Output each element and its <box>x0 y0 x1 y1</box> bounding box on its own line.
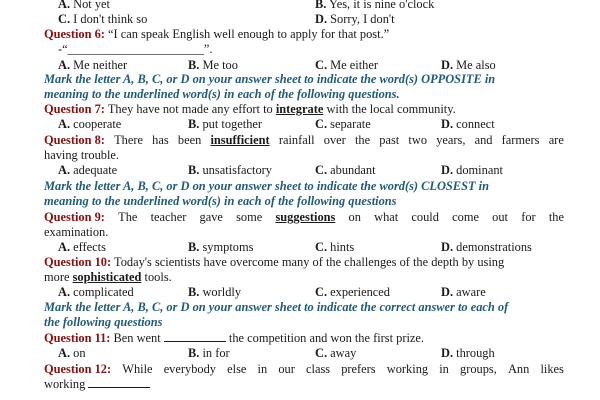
question-12-line1: Question 12: While everybody else in our class prefers working in groups, Ann likes <box>44 362 564 376</box>
question-10-line2: more sophisticated tools. <box>44 270 172 284</box>
question-11: Question 11: Ben went the competition and won the first prize. <box>44 331 425 345</box>
question-7-label: Question 7: <box>44 102 105 116</box>
question-10-label: Question 10: <box>44 255 112 269</box>
question-9-line1: Question 9: The teacher gave some suggestions on what could come out for the <box>44 210 564 224</box>
question-10-line1: Question 10: Today's scientists have overcome many of the challenges of the depth by using <box>44 255 505 269</box>
instruction-opposite-line2: meaning to the underlined word(s) in each of the following questions. <box>44 87 400 101</box>
top-option-d: D. Sorry, I don't <box>315 12 395 26</box>
top-option-c: C. I don't think so <box>58 12 148 26</box>
q7-option-b: B. put together <box>188 117 263 131</box>
instruction-correct-line1: Mark the letter A, B, C, or D on your answer sheet to indicate the correct answer to each of <box>44 300 509 314</box>
instruction-correct-line2: the following questions <box>44 315 163 329</box>
instruction-closest-line1: Mark the letter A, B, C, or D on your answer sheet to indicate the word(s) CLOSEST in <box>44 179 489 193</box>
question-9-label: Question 9: <box>44 210 105 224</box>
question-8-label: Question 8: <box>44 133 105 147</box>
question-6-label: Question 6: <box>44 27 105 41</box>
question-8-line2: having trouble. <box>44 148 120 162</box>
q11-option-d: D. through <box>441 346 495 360</box>
q10-option-b: B. worldly <box>188 285 242 299</box>
q8-option-a: A. adequate <box>58 163 118 177</box>
question-8-line1: Question 8: There has been insufficient rainfall over the past two years, and farmers are <box>44 133 564 147</box>
q9-option-a: A. effects <box>58 240 106 254</box>
question-7: Question 7: They have not made any effort to integrate with the local community. <box>44 102 456 116</box>
q6-option-d: D. Me also <box>441 58 496 72</box>
q10-option-c: C. experienced <box>315 285 391 299</box>
q7-option-a: A. cooperate <box>58 117 122 131</box>
q6-option-c: C. Me either <box>315 58 378 72</box>
question-6-response: -“______________________”. <box>58 42 213 56</box>
underlined-word: sophisticated <box>72 270 142 284</box>
question-6-text: “I can speak English well enough to apply for that post.” <box>108 27 390 41</box>
q9-option-d: D. demonstrations <box>441 240 532 254</box>
q11-option-b: B. in for <box>188 346 230 360</box>
q9-option-c: C. hints <box>315 240 355 254</box>
underlined-word: integrate <box>275 102 324 116</box>
question-12-line2: working <box>44 377 150 391</box>
q6-option-b: B. Me too <box>188 58 238 72</box>
q6-option-a: A. Me neither <box>58 58 128 72</box>
question-9-line2: examination. <box>44 225 109 239</box>
q9-option-b: B. symptoms <box>188 240 254 254</box>
underlined-word: suggestions <box>275 210 336 224</box>
q10-option-d: D. aware <box>441 285 486 299</box>
instruction-opposite-line1: Mark the letter A, B, C, or D on your answer sheet to indicate the word(s) OPPOSITE in <box>44 72 496 86</box>
question-11-label: Question 11: <box>44 331 111 345</box>
q11-option-a: A. on <box>58 346 86 360</box>
answer-blank <box>88 377 150 388</box>
top-option-a: A. Not yet <box>58 0 110 11</box>
q8-option-b: B. unsatisfactory <box>188 163 272 177</box>
q7-option-d: D. connect <box>441 117 495 131</box>
answer-blank <box>164 331 226 342</box>
q7-option-c: C. separate <box>315 117 371 131</box>
instruction-closest-line2: meaning to the underlined word(s) in each of the following questions <box>44 194 397 208</box>
question-6 <box>44 27 389 41</box>
q10-option-a: A. complicated <box>58 285 134 299</box>
top-option-b: B. Yes, it is nine o'clock <box>315 0 435 11</box>
underlined-word: insufficient <box>210 133 270 147</box>
q11-option-c: C. away <box>315 346 357 360</box>
question-12-label: Question 12: <box>44 362 112 376</box>
q8-option-d: D. dominant <box>441 163 503 177</box>
q8-option-c: C. abundant <box>315 163 376 177</box>
